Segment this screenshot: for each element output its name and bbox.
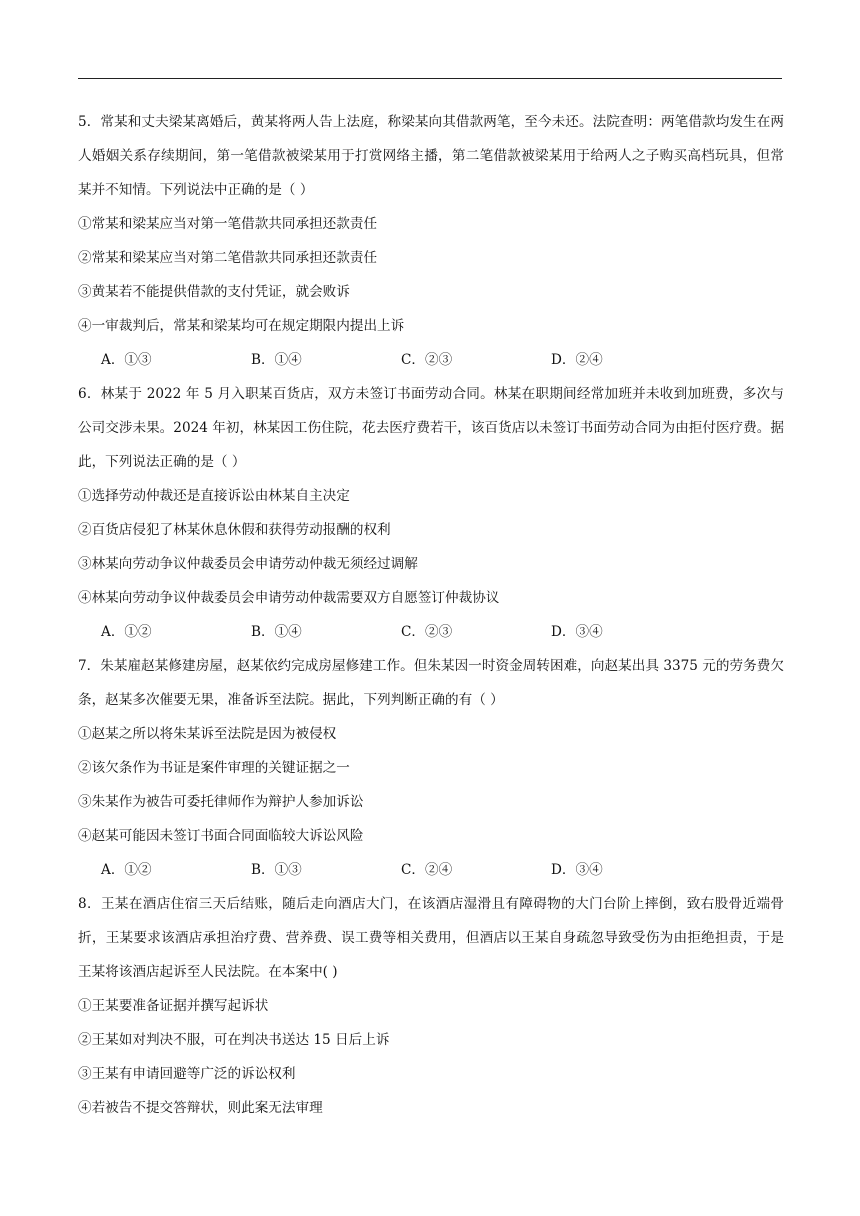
choice-a[interactable]: A．①② xyxy=(101,624,152,640)
choice-b[interactable]: B．①④ xyxy=(251,352,302,368)
question-stem: 8．王某在酒店住宿三天后结账，随后走向酒店大门，在该酒店湿滑且有障碍物的大门台阶上摔倒，致右股骨近端骨折，王某要求该酒店承担治疗费、营养费、误工费等相关费用，但酒店以王某自身疏忽导致受伤为由拒绝担责，于是王某将该酒店起诉至人民法院。在本案中( ) xyxy=(78,896,784,980)
question-8 xyxy=(78,887,784,1125)
statement-3: ③黄某若不能提供借款的支付凭证，就会败诉 xyxy=(78,284,350,300)
statement-2: ②百货店侵犯了林某休息休假和获得劳动报酬的权利 xyxy=(78,522,391,538)
answer-choices xyxy=(78,615,784,649)
statement-4: ④一审裁判后，常某和梁某均可在规定期限内提出上诉 xyxy=(78,318,405,334)
statement-3: ③王某有申请回避等广泛的诉讼权利 xyxy=(78,1066,296,1082)
choice-b[interactable]: B．①④ xyxy=(251,624,302,640)
header-rule xyxy=(78,78,782,79)
choice-d[interactable]: D．③④ xyxy=(551,624,603,640)
question-stem: 5．常某和丈夫梁某离婚后，黄某将两人告上法庭，称梁某向其借款两笔，至今未还。法院查明：两笔借款均发生在两人婚姻关系存续期间，第一笔借款被梁某用于打赏网络主播，第二笔借款被梁某用于给两人之子购买高档玩具，但常某并不知情。下列说法中正确的是（ ） xyxy=(78,114,784,198)
statement-4: ④若被告不提交答辩状，则此案无法审理 xyxy=(78,1100,323,1116)
statement-1: ①赵某之所以将朱某诉至法院是因为被侵权 xyxy=(78,726,337,742)
statement-2: ②王某如对判决不服，可在判决书送达 15 日后上诉 xyxy=(78,1032,390,1048)
choice-c[interactable]: C．②③ xyxy=(401,352,453,368)
statement-3: ③林某向劳动争议仲裁委员会申请劳动仲裁无须经过调解 xyxy=(78,556,418,572)
statement-4: ④林某向劳动争议仲裁委员会申请劳动仲裁需要双方自愿签订仲裁协议 xyxy=(78,590,500,606)
question-list xyxy=(78,105,784,1125)
answer-choices xyxy=(78,343,784,377)
choice-c[interactable]: C．②③ xyxy=(401,624,453,640)
statement-4: ④赵某可能因未签订书面合同面临较大诉讼风险 xyxy=(78,828,364,844)
statement-2: ②该欠条作为书证是案件审理的关键证据之一 xyxy=(78,760,350,776)
choice-d[interactable]: D．③④ xyxy=(551,862,603,878)
question-stem: 6．林某于 2022 年 5 月入职某百货店，双方未签订书面劳动合同。林某在职期间经常加班并未收到加班费，多次与公司交涉未果。2024 年初，林某因工伤住院，花去医疗费若干，该百货店以未签订书面劳动合同为由拒付医疗费。据此，下列说法正确的是（ ） xyxy=(78,386,784,470)
choice-c[interactable]: C．②④ xyxy=(401,862,453,878)
statement-1: ①常某和梁某应当对第一笔借款共同承担还款责任 xyxy=(78,216,378,232)
choice-b[interactable]: B．①③ xyxy=(251,862,302,878)
statement-3: ③朱某作为被告可委托律师作为辩护人参加诉讼 xyxy=(78,794,364,810)
statement-1: ①选择劳动仲裁还是直接诉讼由林某自主决定 xyxy=(78,488,350,504)
question-5 xyxy=(78,105,784,377)
question-6 xyxy=(78,377,784,649)
choice-a[interactable]: A．①② xyxy=(101,862,152,878)
question-7 xyxy=(78,649,784,887)
choice-a[interactable]: A．①③ xyxy=(101,352,152,368)
answer-choices xyxy=(78,853,784,887)
statement-2: ②常某和梁某应当对第二笔借款共同承担还款责任 xyxy=(78,250,378,266)
question-stem: 7．朱某雇赵某修建房屋，赵某依约完成房屋修建工作。但朱某因一时资金周转困难，向赵某出具 3375 元的劳务费欠条，赵某多次催要无果，准备诉至法院。据此，下列判断正确的有（ ） xyxy=(78,658,784,708)
choice-d[interactable]: D．②④ xyxy=(551,352,603,368)
statement-1: ①王某要准备证据并撰写起诉状 xyxy=(78,998,269,1014)
